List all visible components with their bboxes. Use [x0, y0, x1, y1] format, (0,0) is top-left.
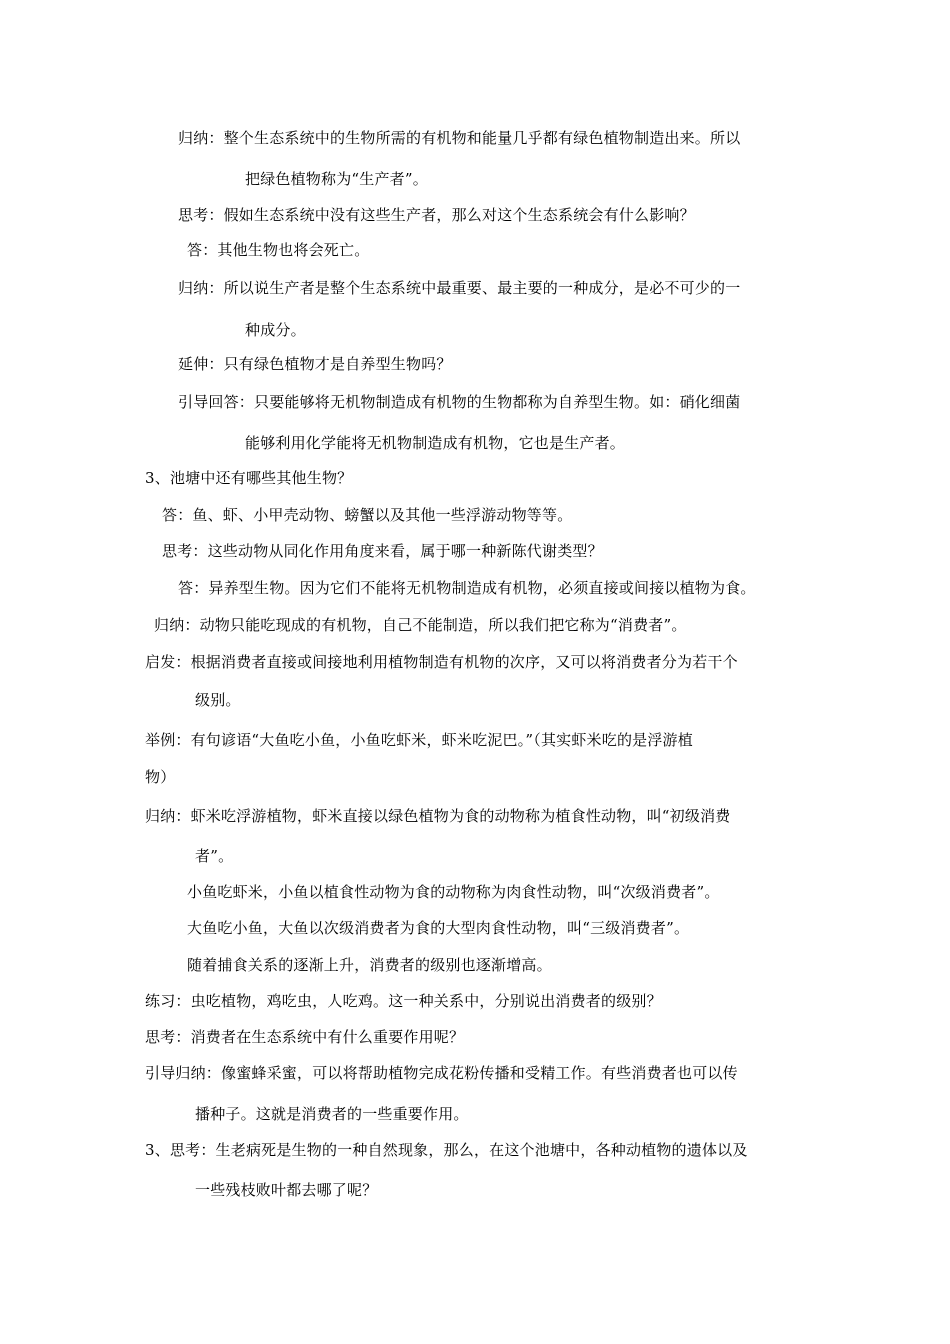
text-line: 归纳：整个生态系统中的生物所需的有机物和能量几乎都有绿色植物制造出来。所以: [178, 129, 741, 147]
text-line: 答：鱼、虾、小甲壳动物、螃蟹以及其他一些浮游动物等等。: [162, 506, 573, 524]
text-line: 级别。: [195, 691, 241, 709]
text-line: 引导归纳：像蜜蜂采蜜，可以将帮助植物完成花粉传播和受精工作。有些消费者也可以传: [145, 1064, 738, 1082]
text-line: 引导回答：只要能够将无机物制造成有机物的生物都称为自养型生物。如：硝化细菌: [178, 393, 741, 411]
text-line: 物）: [145, 768, 176, 786]
text-line: 练习：虫吃植物，鸡吃虫，人吃鸡。这一种关系中，分别说出消费者的级别？: [145, 992, 662, 1010]
text-line: 延伸：只有绿色植物才是自养型生物吗？: [178, 355, 452, 373]
text-line: 答：其他生物也将会死亡。: [187, 241, 370, 259]
text-line: 随着捕食关系的逐渐上升，消费者的级别也逐渐增高。: [187, 956, 552, 974]
text-line: 3、思考：生老病死是生物的一种自然现象，那么，在这个池塘中，各种动植物的遗体以及: [145, 1141, 748, 1159]
text-line: 小鱼吃虾米，小鱼以植食性动物为食的动物称为肉食性动物，叫“次级消费者”。: [187, 883, 720, 901]
text-line: 启发：根据消费者直接或间接地利用植物制造有机物的次序，又可以将消费者分为若干个: [145, 653, 738, 671]
text-line: 能够利用化学能将无机物制造成有机物，它也是生产者。: [245, 434, 626, 452]
text-line: 举例：有句谚语“大鱼吃小鱼，小鱼吃虾米，虾米吃泥巴。”（其实虾米吃的是浮游植: [145, 731, 693, 749]
text-line: 大鱼吃小鱼，大鱼以次级消费者为食的大型肉食性动物，叫“三级消费者”。: [187, 919, 690, 937]
text-line: 思考：这些动物从同化作用角度来看，属于哪一种新陈代谢类型？: [162, 542, 603, 560]
text-line: 归纳：所以说生产者是整个生态系统中最重要、最主要的一种成分，是必不可少的一: [178, 279, 741, 297]
text-line: 答：异养型生物。因为它们不能将无机物制造成有机物，必须直接或间接以植物为食。: [178, 579, 756, 597]
text-line: 归纳：动物只能吃现成的有机物，自己不能制造，所以我们把它称为“消费者”。: [154, 616, 687, 634]
text-line: 思考：假如生态系统中没有这些生产者，那么对这个生态系统会有什么影响？: [178, 206, 695, 224]
text-line: 种成分。: [245, 321, 306, 339]
text-line: 把绿色植物称为“生产者”。: [245, 170, 428, 188]
text-line: 思考：消费者在生态系统中有什么重要作用呢？: [145, 1028, 465, 1046]
text-line: 归纳：虾米吃浮游植物，虾米直接以绿色植物为食的动物称为植食性动物，叫“初级消费: [145, 807, 731, 825]
text-line: 者”。: [195, 847, 234, 865]
text-line: 3、池塘中还有哪些其他生物？: [145, 469, 353, 487]
text-line: 播种子。这就是消费者的一些重要作用。: [195, 1105, 469, 1123]
text-line: 一些残枝败叶都去哪了呢？: [195, 1181, 378, 1199]
